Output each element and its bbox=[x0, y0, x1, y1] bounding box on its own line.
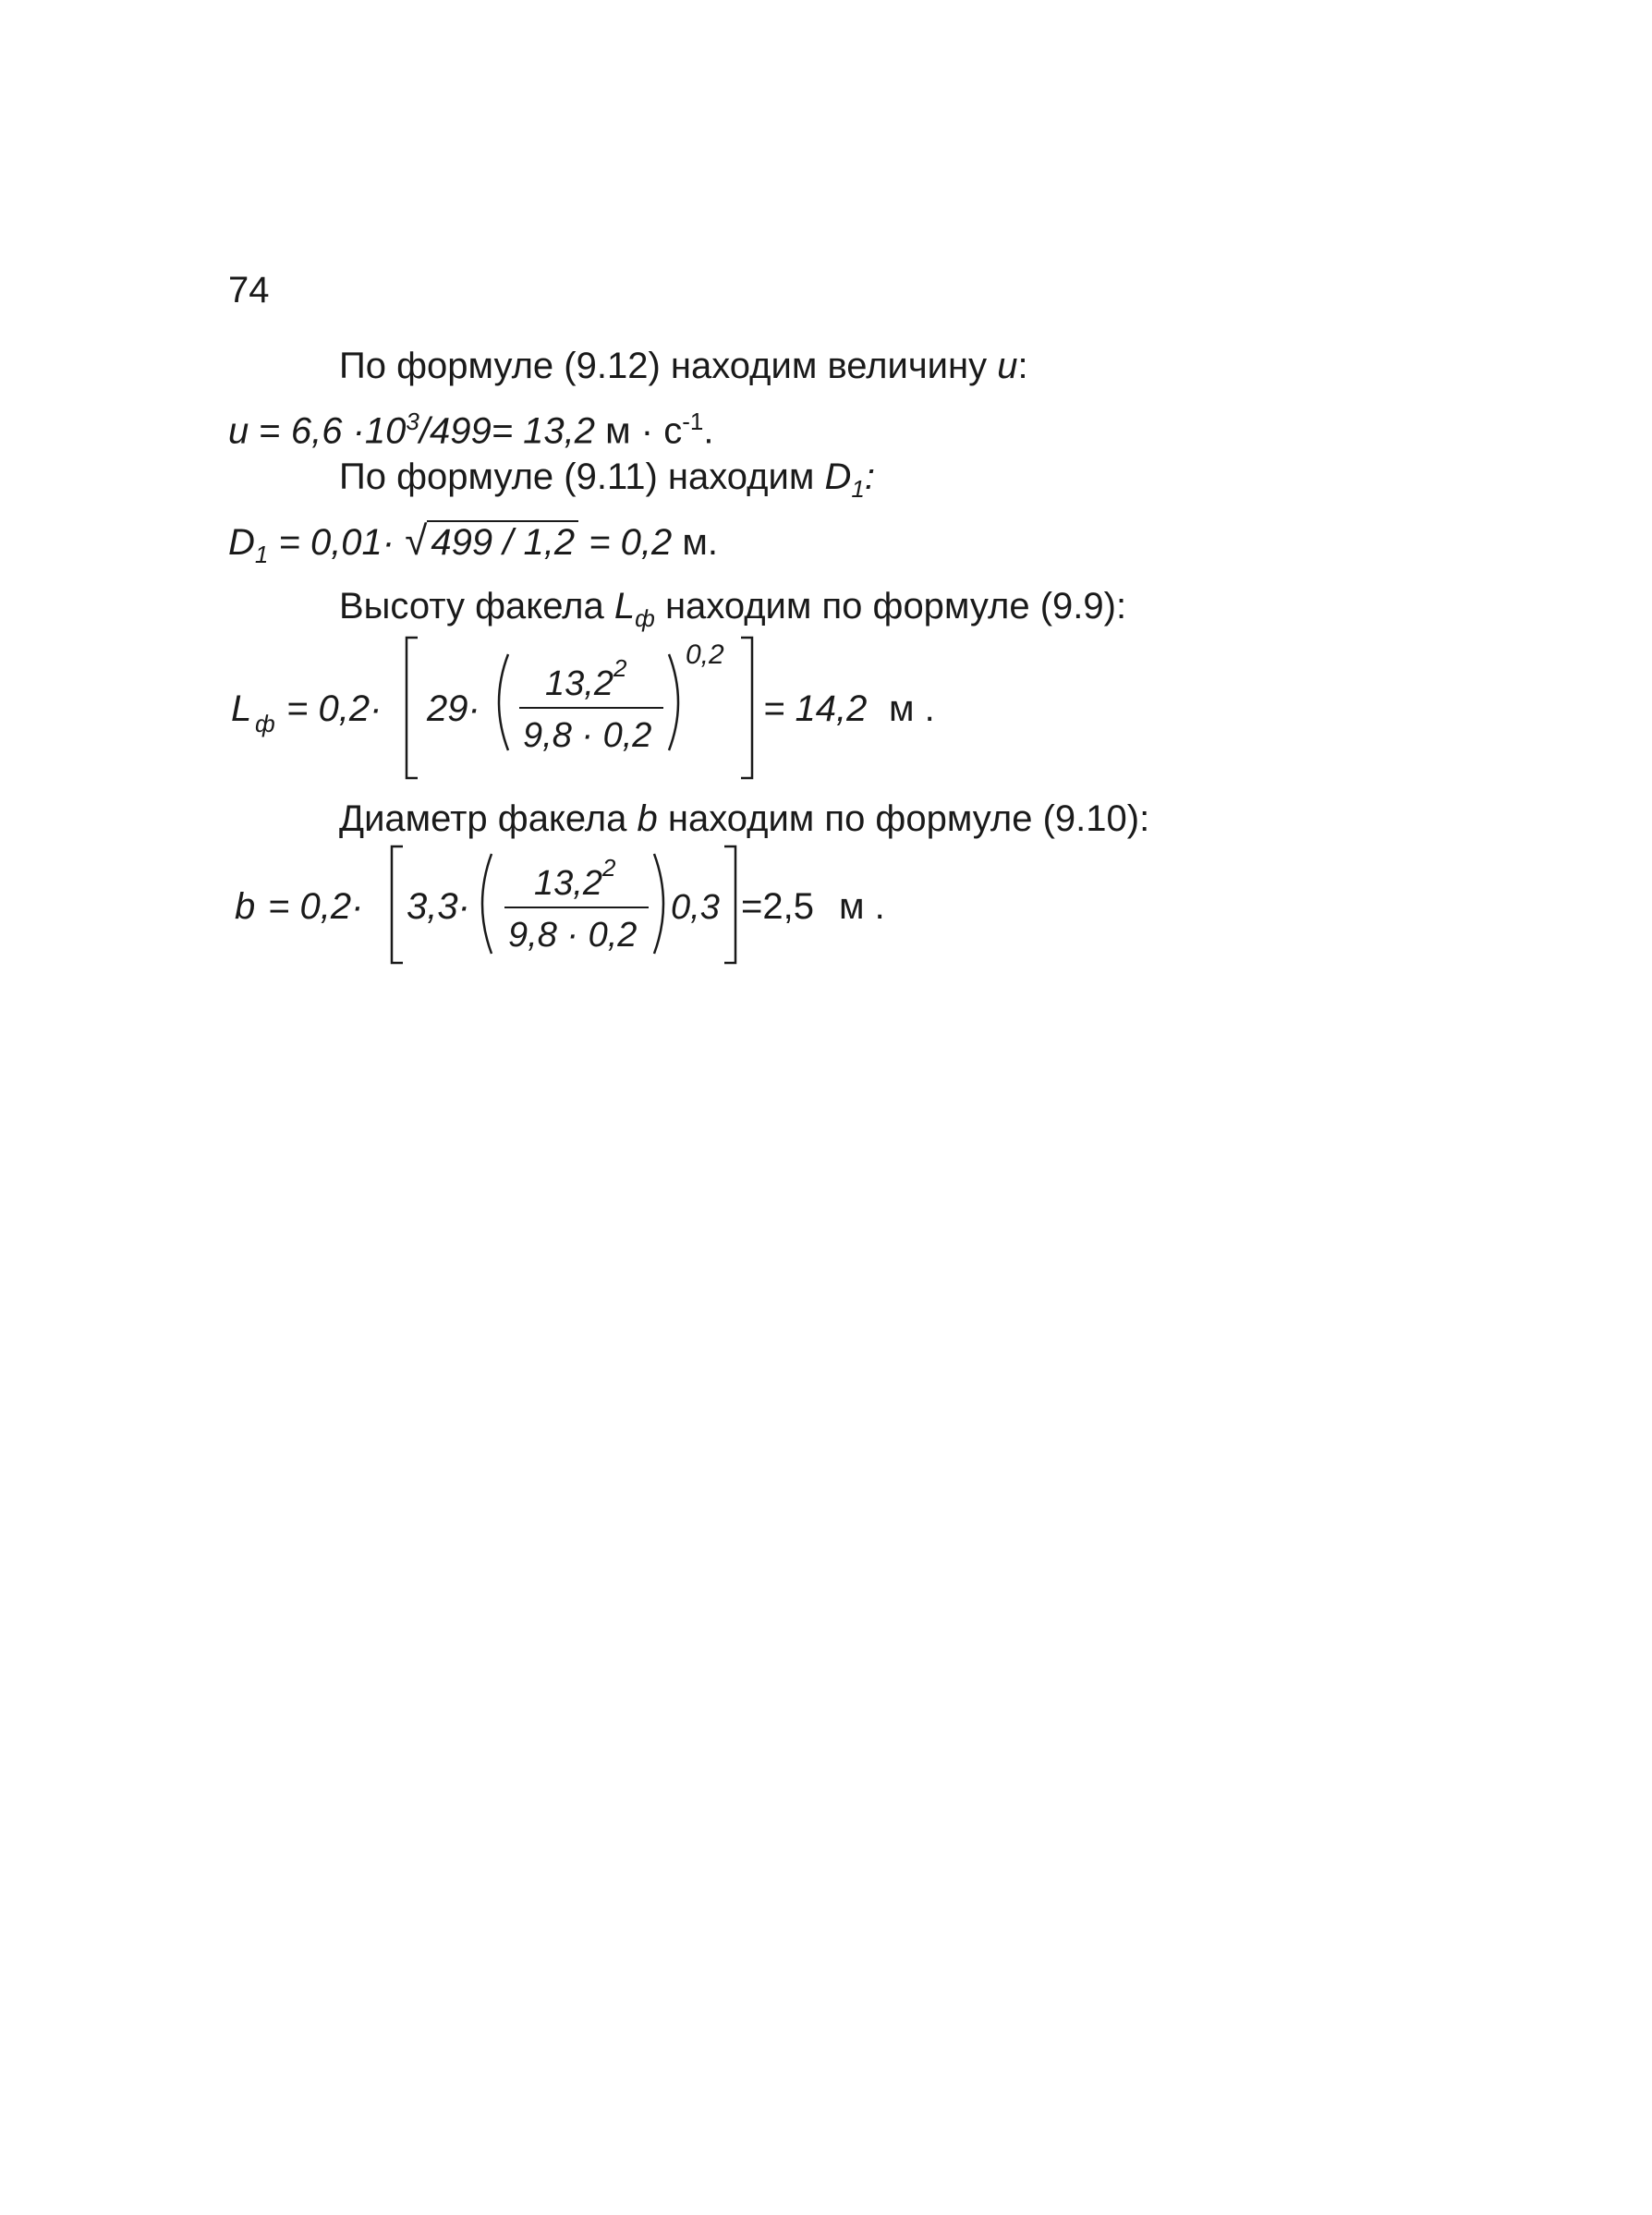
eq-l-exponent: 0,2 bbox=[686, 639, 724, 670]
eq-b-tail: 0,3 bbox=[671, 888, 720, 927]
right-bracket bbox=[741, 638, 752, 778]
equation-b bbox=[222, 841, 1053, 980]
eq-u-equals: = bbox=[249, 410, 291, 452]
eq-d-rhs1: = 0,01· bbox=[268, 522, 406, 563]
variable-l: L bbox=[613, 586, 636, 627]
variable-d-sub: 1 bbox=[851, 475, 865, 503]
right-bracket bbox=[724, 846, 735, 963]
eq-l-num-exp: 2 bbox=[613, 654, 627, 682]
eq-d-radicand: 499 / 1,2 bbox=[427, 520, 578, 563]
sqrt-sign: √ bbox=[405, 518, 428, 564]
paragraph-text: По формуле (9.11) находим bbox=[339, 456, 825, 497]
eq-b-coef: = 0,2· bbox=[268, 886, 364, 927]
eq-b-denominator: 9,8 · 0,2 bbox=[508, 916, 638, 955]
eq-l-unit: м . bbox=[889, 688, 935, 729]
eq-d-rhs2: = 0,2 bbox=[578, 522, 673, 563]
equation-u bbox=[228, 399, 713, 453]
left-bracket bbox=[392, 846, 403, 963]
left-paren bbox=[482, 854, 492, 954]
variable-l-sub: ф bbox=[635, 604, 655, 632]
right-paren bbox=[669, 654, 678, 750]
eq-d-lhs: D bbox=[228, 522, 255, 563]
eq-u-exp1: 3 bbox=[406, 408, 419, 435]
eq-l-lhs: L bbox=[231, 688, 252, 729]
right-paren bbox=[654, 854, 663, 954]
left-paren bbox=[499, 654, 508, 750]
eq-u-expr1: 6,6 ·10 bbox=[290, 410, 407, 452]
colon: : bbox=[864, 456, 875, 497]
eq-b-lhs: b bbox=[235, 886, 256, 927]
paragraph-text: Высоту факела bbox=[339, 586, 614, 627]
eq-l-result: = 14,2 bbox=[763, 688, 868, 729]
eq-l-coef: = 0,2· bbox=[286, 688, 383, 729]
eq-d-unit: м. bbox=[672, 522, 719, 563]
paragraph-text: Диаметр факела bbox=[339, 798, 638, 839]
paragraph-text-after: находим по формуле (9.9): bbox=[654, 586, 1127, 627]
page-number: 74 bbox=[228, 270, 270, 310]
eq-b-unit: м . bbox=[839, 886, 885, 927]
colon: : bbox=[1017, 346, 1028, 386]
paragraph-formula-9-11 bbox=[339, 455, 875, 511]
variable-d: D bbox=[824, 456, 852, 497]
eq-l-denominator: 9,8 · 0,2 bbox=[523, 716, 652, 755]
eq-u-unit-exp: -1 bbox=[682, 408, 704, 435]
eq-l-numerator: 13,2 bbox=[545, 664, 613, 703]
paragraph-text: По формуле (9.12) находим величину bbox=[339, 346, 998, 386]
eq-u-lhs: u bbox=[228, 410, 249, 452]
paragraph-text-after: находим по формуле (9.10): bbox=[657, 798, 1150, 839]
eq-d-lhs-sub: 1 bbox=[254, 541, 269, 568]
paragraph-formula-9-10 bbox=[339, 797, 1149, 841]
paragraph-formula-9-12 bbox=[339, 344, 1028, 388]
eq-l-factor: 29· bbox=[427, 688, 480, 729]
eq-b-result: =2,5 bbox=[741, 886, 814, 927]
eq-b-factor: 3,3· bbox=[407, 886, 470, 927]
equation-l-flame bbox=[222, 628, 1053, 795]
variable-b: b bbox=[637, 798, 658, 839]
eq-b-num-exp: 2 bbox=[602, 854, 616, 882]
eq-b-numerator: 13,2 bbox=[534, 864, 602, 903]
eq-u-unit: м · с bbox=[595, 410, 683, 452]
variable-u: u bbox=[997, 346, 1018, 386]
equation-d1 bbox=[228, 519, 718, 577]
eq-u-expr2: /499= 13,2 bbox=[419, 410, 596, 452]
eq-l-lhs-sub: ф bbox=[255, 710, 275, 737]
left-bracket bbox=[407, 638, 418, 778]
eq-u-end: . bbox=[703, 410, 714, 452]
